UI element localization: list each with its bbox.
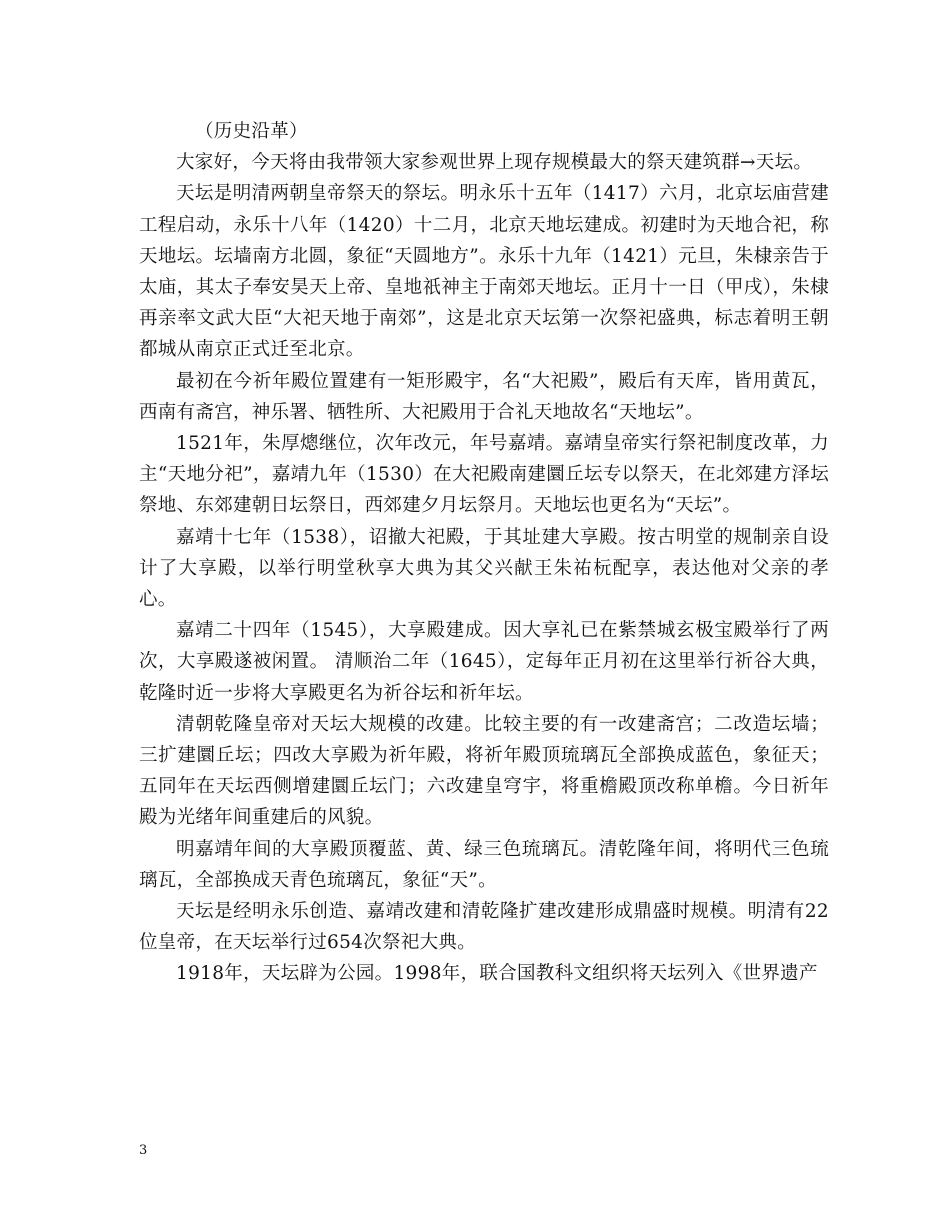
paragraph-qianlong-rebuild: 清朝乾隆皇帝对天坛大规模的改建。比较主要的有一改建斋宫；二改造坛墙；三扩建圜丘坛；四改大享殿为祈年殿，将祈年殿顶琉璃瓦全部换成蓝色，象征天；五同年在天坛西侧增建圜丘坛门；六改建皇穹宇，将重檐殿顶改称单檐。今日祈年殿为光绪年间重建后的风貌。 — [139, 713, 829, 829]
paragraph-daxiang-hall: 嘉靖十七年（1538），诏撤大祀殿，于其址建大享殿。按古明堂的规制亲自设计了大享殿，以举行明堂秋享大典为其父兴献王朱祐杬配享，表达他对父亲的孝心。 — [139, 526, 829, 611]
paragraph-intro: 大家好，今天将由我带领大家参观世界上现存规模最大的祭天建筑群→天坛。 — [176, 152, 813, 174]
paragraph-park: 1918年，天坛辟为公园。1998年，联合国教科文组织将天坛列入《世界遗产 — [176, 963, 818, 985]
paragraph-jiajing-reform: 1521年，朱厚熜继位，次年改元，年号嘉靖。嘉靖皇帝实行祭祀制度改革，力主“天地分祀”，嘉靖九年（1530）在大祀殿南建圜丘坛专以祭天，在北郊建方泽坛祭地、东郊建朝日坛祭日，西郊建夕月坛祭月。天地坛也更名为“天坛”。 — [139, 433, 829, 517]
paragraph-emperors: 天坛是经明永乐创造、嘉靖改建和清乾隆扩建改建形成鼎盛时规模。明清有22位皇帝，在天坛举行过654次祭祀大典。 — [139, 901, 829, 954]
section-heading: （历史沿革） — [195, 121, 308, 142]
paragraph-dasi-hall: 最初在今祈年殿位置建有一矩形殿宇，名“大祀殿”，殿后有天库，皆用黄瓦，西南有斋宫，神乐署、牺牲所、大祀殿用于合礼天地故名“天地坛”。 — [139, 370, 829, 423]
paragraph-glazed-tiles: 明嘉靖年间的大享殿顶覆蓝、黄、绿三色琉璃瓦。清乾隆年间，将明代三色琉璃瓦，全部换成天青色琉璃瓦，象征“天”。 — [139, 838, 829, 891]
paragraph-founding: 天坛是明清两朝皇帝祭天的祭坛。明永乐十五年（1417）六月，北京坛庙营建工程启动，永乐十八年（1420）十二月，北京天地坛建成。初建时为天地合祀，称天地坛。坛墙南方北圆，象征“天圆地方”。永乐十九年（1421）元旦，朱棣亲告于太庙，其太子奉安昊天上帝、皇地祇神主于南郊天地坛。正月十一日（甲戌），朱棣再亲率文武大臣“大祀天地于南郊”，这是北京天坛第一次祭祀盛典，标志着明王朝都城从南京正式迁至北京。 — [139, 183, 829, 361]
document-body — [139, 116, 829, 990]
page-number: 3 — [139, 1143, 148, 1158]
paragraph-daxiang-completion: 嘉靖二十四年（1545），大享殿建成。因大享礼已在紫禁城玄极宝殿举行了两次，大享殿遂被闲置。 清顺治二年（1645），定每年正月初在这里举行祈谷大典，乾隆时近一步将大享殿更名为祈谷坛和祈年坛。 — [139, 620, 829, 704]
